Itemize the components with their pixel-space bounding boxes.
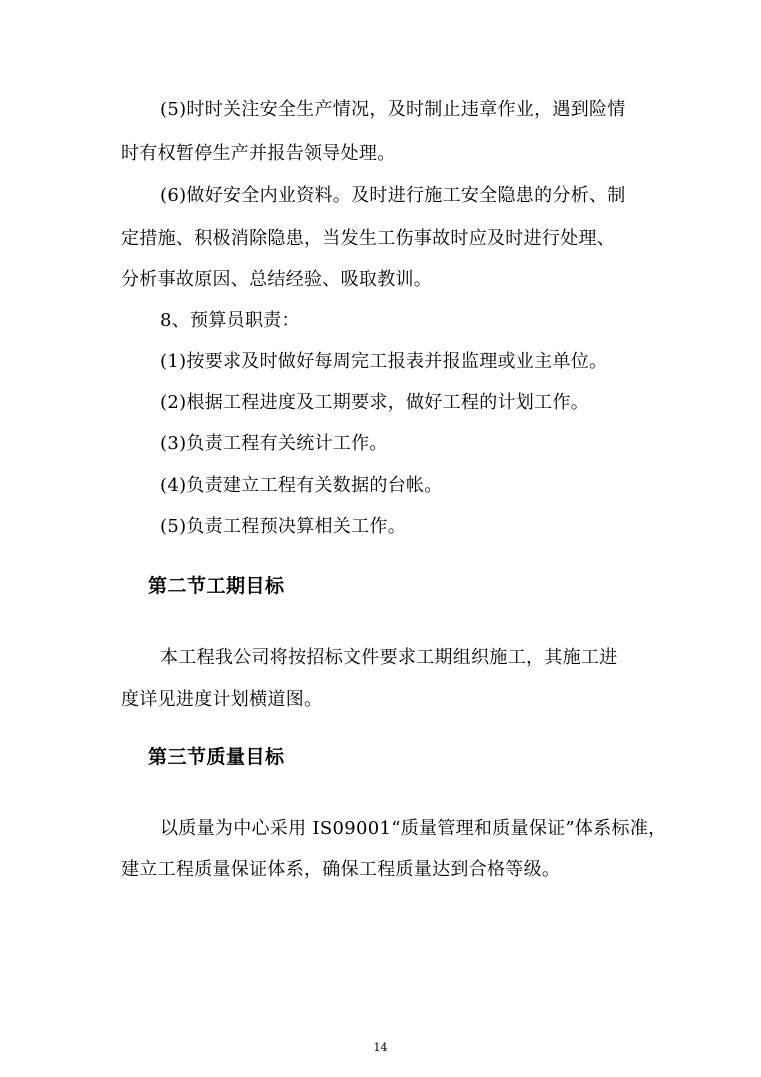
paragraph-line: (6)做好安全内业资料。及时进行施工安全隐患的分析、制 [160, 185, 626, 206]
paragraph-line: 定措施、积极消除隐患，当发生工伤事故时应及时进行处理、 [121, 228, 616, 249]
section-heading-schedule: 第二节工期目标 [148, 575, 285, 597]
paragraph-line: 时有权暂停生产并报告领导处理。 [121, 143, 396, 164]
list-heading: 8、预算员职责： [160, 310, 300, 331]
list-item: (2)根据工程进度及工期要求，做好工程的计划工作。 [160, 392, 589, 413]
paragraph-line: 度详见进度计划横道图。 [121, 689, 323, 710]
list-item: (1)按要求及时做好每周完工报表并报监理或业主单位。 [160, 351, 608, 372]
page-number: 14 [373, 1041, 388, 1054]
list-item: (4)负责建立工程有关数据的台帐。 [160, 475, 443, 496]
section-heading-quality: 第三节质量目标 [148, 746, 285, 768]
paragraph-line: 分析事故原因、总结经验、吸取教训。 [121, 269, 433, 290]
paragraph-line: (5)时时关注安全生产情况，及时制止违章作业，遇到险情 [160, 99, 626, 120]
list-item: (5)负责工程预决算相关工作。 [160, 516, 406, 537]
paragraph-line: 本工程我公司将按招标文件要求工期组织施工，其施工进 [160, 647, 618, 668]
paragraph-line: 以质量为中心采用 IS09001“质量管理和质量保证”体系标准， [160, 818, 667, 839]
paragraph-line: 建立工程质量保证体系，确保工程质量达到合格等级。 [121, 859, 561, 880]
list-item: (3)负责工程有关统计工作。 [160, 433, 388, 454]
